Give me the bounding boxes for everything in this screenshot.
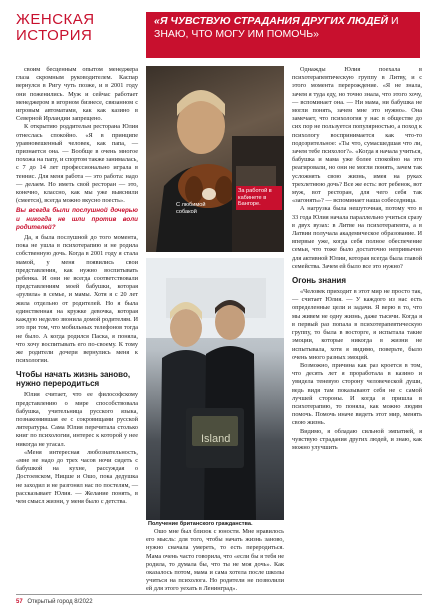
section-title-line2: ИСТОРИЯ <box>16 27 93 44</box>
section-title-line1: ЖЕНСКАЯ <box>16 11 95 28</box>
footer <box>16 594 422 609</box>
section-title <box>16 12 126 44</box>
paragraph: Видимо, я обладаю сильной эмпатией, я чувствую страдания других людей, и знаю, как можно улучшить <box>292 427 422 451</box>
paragraph: Юлия считает, что ее философскому представлению о мире способствовала бабушка, учительница русского языка, познакомившая ее с сокровищами русской литературы. Сама Юлия перечитала столько книг по психологии, интерес к которой у нее никогда не угасал. <box>16 391 138 448</box>
photo-caption: С любимой собакой <box>176 202 206 215</box>
paragraph: Ошо мне был близок с юности. Мне нравилось его мысль: для того, чтобы начать жизнь заново, нужно сначала умереть, то есть переродиться. Мама очень часто говорила, что «если бы я тебя не родила, то думала бы, что ты не моя дочь». Как оказалось потом, мама и сама хотела после школы учиться на психолога. Но родители не позволили ей для этого уехать в Ленинград». <box>146 528 284 593</box>
photo-illustration <box>146 258 284 520</box>
subheading: Чтобы начать жизнь заново, нужно переродиться <box>16 370 131 389</box>
paragraph: Возможно, причина как раз кроется в том, что десять лет я проработала в казино и увидела теневую сторону человеческой души, ведь видя там показывают себя не с самой лучшей стороны. И когда я пришла в психотерапию, то поняла, как можно людям помочь. Помочь иначе видеть этот мир, менять свою жизнь. <box>292 361 422 427</box>
issue-label: Открытый город 8/2022 <box>27 599 93 605</box>
column-3 <box>292 66 422 584</box>
interview-question: Вы всегда были послушной дочерью и никогда не шли против воли родителей? <box>16 207 138 231</box>
paragraph: А нагрузка была нешуточная, потому что в 33 года Юлия начала параллельно учиться сразу в двух вузах: в Литве на психотерапевта, а в Латвии получала академическое образование. И впервые уже, когда себя полное обеспечение семьи, что тоже было достаточно непривычно для активной Юлии, которая всегда была главой семейства. Зачем ей было все это нужно? <box>292 205 422 270</box>
photo-citizenship <box>146 258 284 520</box>
paragraph: Однажды Юлия поехала в психотерапевтическую группу в Литву, и с этого момента перерождение. «Я не знала, зачем я туда еду, но точно знала, что этого хочу, — вспоминает она. — Ни мама, ни бабушка не могли понять, зачем мне это нужно». Она замечает, что психология у нас в обществе до сих пор не пользуется популярностью, а поход к психологу воспринимается как что-то подозрительное: «Ты что, сумасшедшая что ли, зачем тебе психолог?». «Когда я начала учиться, бабушка и мама уже более спокойно на это реагировали, но они не могли понять, зачем так усложнять свою жизнь, имея на руках трехлетнюю дочь? Все же есть: вот ребенок, вот муж, вот ресторан, для чего себя так «загонять»? — вспоминает наша собеседница. <box>292 66 422 205</box>
paragraph: своим бесценным опытом менеджера глаза скромным руководителем. Каспар вернулся в Ригу чуть позже, и в 2001 году они поженились. Муж и сейчас работает менеджером в игорном бизнесе, связанном с игровым автоматами, как как казино в Северной Ирландии запрещено. <box>16 66 138 123</box>
paragraph: К открытию роддительм ресторана Юлия отнеслась спокойно. «Я в принципе уравновешенный человек, как папа, — признается она. — Вообще в очень многое похожа на папу, и спортом также занималась, с 7 до 14 лет профессионально играла в теннис. Для меня работа — это работа: надо — делаем. Но иметь свой ресторан — это, конечно, классно, как мы уже выяснили (смеется), всегда можно вкусно поесть». <box>16 123 138 205</box>
page-number: 57 <box>16 599 23 605</box>
pull-quote <box>154 15 414 41</box>
column-1 <box>16 66 138 584</box>
paragraph: Да, я была послушной до того момента, пока не ушла в психотерапию и не родила собственную дочь. Когда в 2001 году я стала мамой, у меня появились свои представления, как нужно воспитывать ребенка. И они не всегда соответствовали представлениям моей бабушки, которая «рулила» в семье, и мамы. Хотя я с 20 лет жила отдельно от родителей. Но я была единственная на кружке девочка, которая каждую неделю звонила домой родителям. И это при том, что мобильных телефонов тогда не было. А когда родился Паска, я поняла, что хочу воспитывать его по-своему. К тому же родители дочери вернулись меня к психологии. <box>16 234 138 365</box>
pull-quote-box <box>146 12 420 58</box>
photo-caption: За работой в кабинете в Бангоре. <box>236 186 282 210</box>
subheading: Огонь знания <box>292 276 346 286</box>
photo-illustration <box>146 66 284 252</box>
paragraph: «Меня интересная любознательность, «мне не надо до трех часов ночи сидеть с бабушкой на кухне, рассуждая о Достоевском, Ницше и Ошо, пока дедушка не заходил и не разгонял нас по постелям, — рассказывает Юлия. — Желание понять, в чем смысл жизни, у меня было с детства. <box>16 448 138 505</box>
photo-with-dog <box>146 66 284 252</box>
photo-caption: Получение британского гражданства. <box>148 521 253 527</box>
paragraph: «Человек приходит в этот мир не просто так, — считает Юлия. — У каждого из нас есть определенные цели и задачи. Я верю в то, что мы живем не одну жизнь, даже тысячи. Когда я в первый раз попала в психотерапевтическую группу, то была в восторге, я испытала такие эмоции, которые никогда в жизни не испытывала, хотя я видимо, поверьте, было очень много разных эмоций. <box>292 288 422 361</box>
column-2-bottom <box>146 528 284 593</box>
pull-quote-bold: «Я ЧУВСТВУЮ СТРАДАНИЯ ДРУГИХ ЛЮДЕЙ <box>154 15 389 27</box>
pull-quote-rest: И ЗНАЮ, ЧТО МОГУ ИМ ПОМОЧЬ» <box>154 15 399 40</box>
header <box>16 10 420 62</box>
sign-text: Island <box>201 433 231 445</box>
